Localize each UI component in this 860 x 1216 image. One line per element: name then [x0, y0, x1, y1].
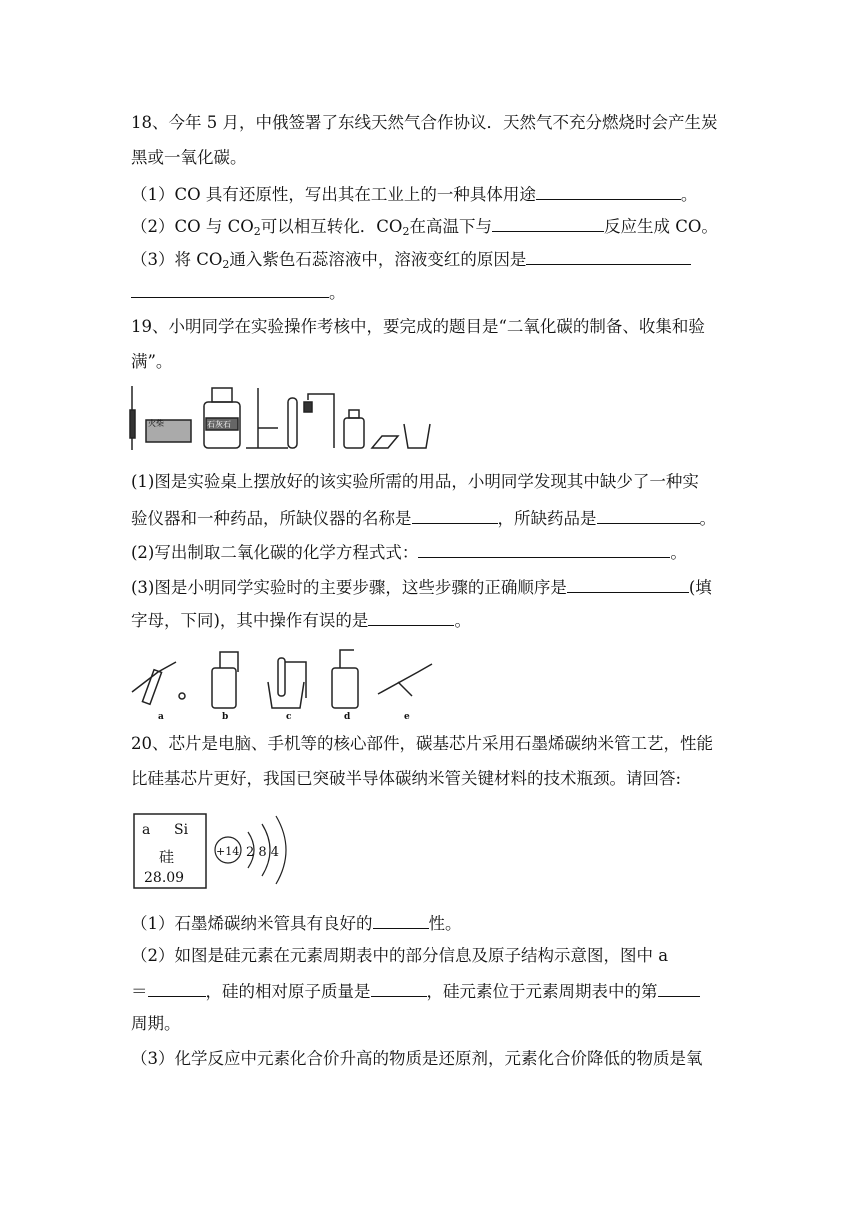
q18-part1-end: 。 [680, 185, 698, 204]
q18-part2-blank[interactable] [492, 215, 604, 232]
matchbox-label: 火柴 [148, 419, 164, 428]
step-d-icon [332, 668, 358, 708]
q18-line1: 18、今年 5 月，中俄签署了东线天然气合作协议．天然气不充分燃烧时会产生炭 [131, 113, 718, 132]
q19-part1-text-b: ，所缺药品是 [497, 509, 597, 528]
q19-part3-blank-2[interactable] [368, 609, 454, 626]
q20-part1-end: 性。 [428, 914, 462, 933]
element-mass: 28.09 [144, 870, 185, 886]
q18-part3-text-a: （3）将 CO [131, 250, 223, 269]
q19-part3-blank-1[interactable] [567, 576, 689, 593]
q20-part2-blank-3[interactable] [658, 980, 700, 997]
q20-part2-line1: （2）如图是硅元素在元素周期表中的部分信息及原子结构示意图，图中 a [131, 946, 669, 965]
q20-part2-line3: 周期。 [131, 1014, 181, 1033]
q19-part1-text-a: 验仪器和一种药品，所缺仪器的名称是 [131, 509, 412, 528]
gas-bottle-icon [344, 418, 364, 448]
q19-part2 [131, 541, 687, 563]
q20-part2-text-b: ，硅的相对原子质量是 [205, 982, 371, 1001]
q19-part3-text-c: 字母，下同)，其中操作有误的是 [131, 611, 369, 630]
subscript: 2 [253, 225, 261, 238]
step-a-icon [132, 662, 176, 692]
q19-part3-end: 。 [454, 611, 471, 630]
q18-line2: 黑或一氧化碳。 [131, 148, 247, 167]
step-label-a: a [158, 712, 164, 722]
reagent-jar-label: 石灰石 [207, 420, 231, 429]
q19-part1-line1: (1)图是实验桌上摆放好的该实验所需的用品，小明同学发现其中缺少了一种实 [131, 472, 699, 491]
q19-part3-text-b: (填 [688, 578, 712, 597]
q18-part2-text-c: 在高温下与 [409, 217, 492, 236]
step-label-e: e [404, 712, 410, 722]
subscript: 2 [222, 258, 230, 271]
stand-clamp [130, 410, 135, 438]
test-tube-icon [288, 398, 297, 448]
q18-part1 [131, 183, 697, 205]
element-symbol: Si [174, 822, 189, 838]
q18-part2-text-b: 可以相互转化．CO [260, 217, 403, 236]
q20-part1-blank[interactable] [373, 912, 429, 929]
q18-part2-text-d: 反应生成 CO。 [603, 217, 718, 236]
q18-part3-blank-1[interactable] [526, 248, 691, 265]
silicon-figure [128, 810, 298, 900]
lab-equipment-figure [128, 380, 438, 454]
q20-part2-line2 [131, 980, 700, 1002]
q18-part3-text-b: 通入紫色石蕊溶液中，溶液变红的原因是 [229, 250, 527, 269]
electron-shells: 2 8 4 [246, 845, 280, 860]
q20-part2-blank-2[interactable] [371, 980, 427, 997]
q20-line2: 比硅基芯片更好，我国已突破半导体碳纳米管关键材料的技术瓶颈。请回答: [131, 769, 682, 788]
q19-part2-blank[interactable] [418, 541, 670, 558]
q18-part3 [131, 248, 691, 270]
subscript: 2 [402, 225, 410, 238]
step-label-d: d [344, 712, 351, 722]
q20-part2-text-c: ，硅元素位于元素周期表中的第 [426, 982, 658, 1001]
q19-part2-text: (2)写出制取二氧化碳的化学方程式式： [131, 543, 419, 562]
q20-part1-text: （1）石墨烯碳纳米管具有良好的 [131, 914, 373, 933]
glass-plate-icon [372, 436, 398, 448]
q18-part3-blank-2[interactable] [131, 281, 329, 298]
q19-part1-blank-2[interactable] [597, 507, 700, 524]
q19-part1-end: 。 [699, 509, 716, 528]
q19-part3-line2 [131, 609, 471, 631]
q18-part1-text: （1）CO 具有还原性，写出其在工业上的一种具体用途 [131, 185, 536, 204]
step-c-icon [278, 658, 285, 696]
q19-part1-blank-1[interactable] [412, 507, 498, 524]
experiment-steps-figure [128, 642, 448, 722]
q18-part1-blank[interactable] [536, 183, 681, 200]
step-label-c: c [286, 712, 292, 722]
q18-part3-cont [131, 281, 346, 303]
q19-part2-end: 。 [670, 543, 687, 562]
q18-part2 [131, 215, 718, 237]
q19-part3-line1 [131, 576, 712, 598]
q18-part3-end: 。 [329, 283, 346, 302]
q20-part2-blank-1[interactable] [148, 980, 206, 997]
q20-part1 [131, 912, 462, 934]
q18-part2-text-a: （2）CO 与 CO [131, 217, 254, 236]
element-number: a [142, 822, 151, 838]
element-name: 硅 [159, 848, 175, 866]
q20-part3-line1: （3）化学反应中元素化合价升高的物质是还原剂，元素化合价降低的物质是氧 [131, 1049, 703, 1068]
q19-line2: 满”。 [131, 352, 173, 371]
q19-part3-text-a: (3)图是小明同学实验时的主要步骤，这些步骤的正确顺序是 [131, 578, 567, 597]
q20-line1: 20、芯片是电脑、手机等的核心部件，碳基芯片采用石墨烯碳纳米管工艺，性能 [131, 734, 713, 753]
q19-line1: 19、小明同学在实验操作考核中，要完成的题目是“二氧化碳的制备、收集和验 [131, 317, 705, 336]
q20-part2-text-a: ＝ [131, 982, 148, 1001]
step-label-b: b [222, 712, 229, 722]
step-b-icon [212, 668, 236, 708]
nucleus-charge: +14 [216, 845, 240, 858]
beaker-icon [404, 424, 430, 448]
q19-part1-line2 [131, 507, 716, 529]
